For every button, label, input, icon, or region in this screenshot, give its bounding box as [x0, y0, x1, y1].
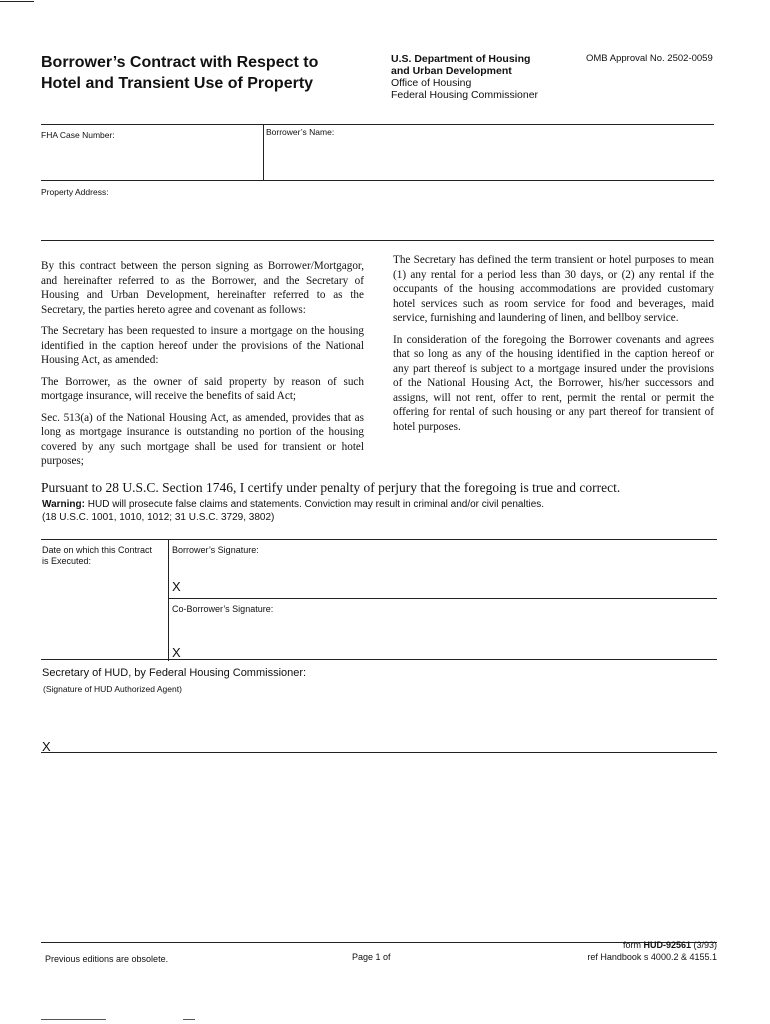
borrower-signature-label: Borrower’s Signature: — [172, 545, 259, 555]
form-title-line2: Hotel and Transient Use of Property — [41, 75, 314, 92]
warning-statement — [42, 499, 722, 511]
form-number: HUD-92561 — [643, 940, 691, 950]
handbook-reference: ref Handbook s 4000.2 & 4155.1 — [587, 952, 717, 962]
form-title-line1: Borrower’s Contract with Respect to — [41, 54, 319, 71]
secretary-sublabel: (Signature of HUD Authorized Agent) — [43, 684, 182, 694]
office-line2: Federal Housing Commissioner — [391, 89, 539, 101]
scan-mark — [41, 1019, 106, 1020]
date-executed-label-line1: Date on which this Contract — [42, 545, 153, 555]
left-paragraph: The Borrower, as the owner of said property by reason of such mortgage insurance, will receive the benefits of said Act; — [41, 375, 364, 402]
secretary-label: Secretary of HUD, by Federal Housing Commissioner: — [42, 667, 307, 679]
right-paragraph: The Secretary has defined the term transient or hotel purposes to mean (1) any rental for a period less than 30 days, or (2) any rental if the occupants of the housing accommodations are provided customary hotel services such as room service for food and beverages, maid service, furnishing and laundering of linen, and bellboy service. — [393, 254, 714, 324]
form-date: (3/93) — [690, 940, 717, 950]
right-text-column — [393, 253, 714, 441]
borrower-signature-x: X — [172, 579, 181, 594]
fha-case-number-field[interactable] — [41, 140, 259, 178]
date-executed-label — [42, 545, 152, 567]
footer-rule — [41, 942, 717, 943]
borrower-name-label: Borrower’s Name: — [266, 127, 335, 137]
secretary-signature-field[interactable] — [58, 715, 714, 751]
fields-top-rule — [41, 124, 714, 125]
department-block — [391, 53, 571, 101]
page-number: Page 1 of — [352, 952, 391, 962]
legal-citation: (18 U.S.C. 1001, 1010, 1012; 31 U.S.C. 3729, 3802) — [42, 512, 275, 523]
form-title — [41, 52, 371, 94]
left-text-column — [41, 259, 364, 476]
left-paragraph: The Secretary has been requested to insure a mortgage on the housing identified in the caption hereof under the provisions of the National Housing Act, as amended: — [41, 325, 364, 366]
secretary-signature-line — [41, 752, 717, 753]
perjury-certification: Pursuant to 28 U.S.C. Section 1746, I certify under penalty of perjury that the foregoing is true and correct. — [41, 480, 621, 495]
co-borrower-signature-field[interactable] — [186, 618, 714, 658]
scan-mark — [183, 1019, 195, 1020]
left-paragraph: Sec. 513(a) of the National Housing Act, as amended, provides that as long as mortgage insurance is outstanding no portion of the housing covered by any such mortgage shall be used for transient or hotel purposes; — [41, 411, 364, 467]
office-line1: Office of Housing — [391, 77, 472, 89]
department-line2: and Urban Development — [391, 65, 512, 77]
signature-divider — [168, 539, 169, 661]
borrower-signature-field[interactable] — [186, 558, 714, 596]
co-borrower-signature-label: Co-Borrower’s Signature: — [172, 604, 274, 614]
co-borrower-signature-x: X — [172, 645, 181, 660]
warning-text: HUD will prosecute false claims and statements. Conviction may result in criminal and/or civil penalties. — [84, 499, 545, 510]
omb-approval: OMB Approval No. 2502-0059 — [586, 53, 713, 64]
obsolete-notice: Previous editions are obsolete. — [45, 954, 169, 964]
fha-case-number-label: FHA Case Number: — [41, 130, 115, 140]
warning-label: Warning: — [42, 499, 85, 510]
form-id — [623, 940, 717, 950]
secretary-signature-x: X — [42, 739, 51, 754]
property-address-label: Property Address: — [41, 187, 109, 197]
right-paragraph: In consideration of the foregoing the Borrower covenants and agrees that so long as any of the housing identified in the caption hereof or any part thereof is subject to a mortgage insured under the provisions of the National Housing Act, the Borrower, his/her successors and assigns, will not rent, offer to rent, permit the rental or permit the offering for rental of such housing or any part thereof for transient of hotel purposes. — [393, 333, 714, 433]
co-borrower-signature-line — [41, 659, 717, 660]
property-address-field[interactable] — [41, 198, 712, 238]
left-paragraph: By this contract between the person signing as Borrower/Mortgagor, and hereinafter referred to as the Borrower, and the Secretary of Housing and Urban Development, hereinafter referred to as the Secretary, the parties hereto agree and covenant as follows: — [41, 260, 364, 316]
form-prefix: form — [622, 940, 644, 950]
date-executed-field[interactable] — [41, 570, 165, 658]
borrower-name-field[interactable] — [266, 138, 712, 178]
fields-divider — [263, 124, 264, 181]
department-line1: U.S. Department of Housing — [391, 53, 531, 65]
date-executed-label-line2: is Executed: — [42, 556, 92, 566]
fields-middle-rule — [41, 180, 714, 181]
borrower-signature-line — [168, 598, 717, 599]
top-edge-rule — [0, 1, 34, 2]
signature-top-rule — [41, 539, 717, 540]
fields-bottom-rule — [41, 240, 714, 241]
